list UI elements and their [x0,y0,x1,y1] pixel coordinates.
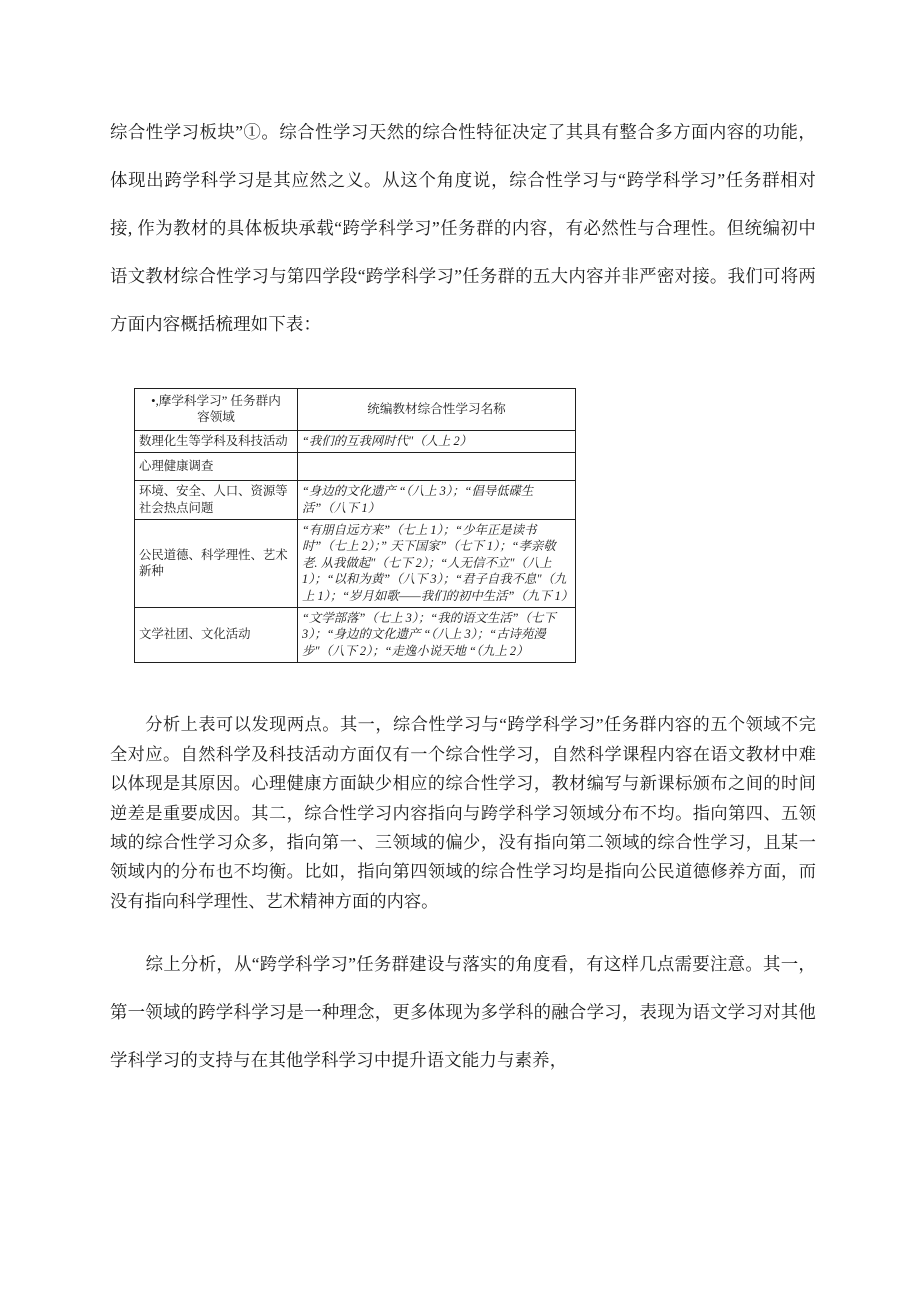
table-header-domain-line2: 容领域 [197,410,235,425]
paragraph-intro: 综合性学习板块”①。综合性学习天然的综合性特征决定了其具有整合多方面内容的功能，体现出跨学科学习是其应然之义。从这个角度说，综合性学习与“跨学科学习”任务群相对接, 作为教材的具体板块承载“跨学科学习”任务群的内容，有必然性与合理性。但统编初中语文教材综合性学习与第四学段“跨学科学习”任务群的五大内容并非严密对接。我们可将两方面内容概括梳理如下表： [110,122,816,334]
paragraph-conclusion: 综上分析，从“跨学科学习”任务群建设与落实的角度看，有这样几点需要注意。其一，第一领域的跨学科学习是一种理念，更多体现为多学科的融合学习，表现为语文学习对其他学科学习的支持与在其他学科学习中提升语文能力与素养， [110,954,816,1071]
table-container [134,388,816,663]
spacer-below-table [110,663,816,710]
table-cell-domain: 数理化生等学科及科技活动 [135,430,298,452]
table-row [135,520,576,608]
table-row [135,608,576,663]
crosscurricular-mapping-table [134,388,576,663]
table-body [135,430,576,662]
table-cell-domain: 公民道德、科学理性、艺术新种 [135,520,298,608]
table-cell-names: “我们的互我网时代"（人上 2） [298,430,576,452]
spacer-above-table [110,348,816,388]
table-head [135,389,576,431]
spacer-between-paragraphs [110,916,816,940]
table-cell-domain: 文学社团、文化活动 [135,608,298,663]
table-header-domain-line1: •,摩学科学习” 任务群内 [151,394,281,408]
table-cell-domain: 环境、安全、人口、资源等社会热点问题 [135,481,298,520]
table-cell-names: “文学部落”（七上 3）；“我的语文生活”（七下 3）；“身边的文化遗产 “（八上 3）；“古诗苑漫步"（八下 2）；“走逸小说天地 “（九上 2） [298,608,576,663]
table-cell-names: “有朋自远方来”（七上 1）；“少年正是读书时”（七上 2）；” 天下国家”（七下 1）；“孝亲敬老. 从我做起"（七下 2）；“人无信不立"（八上 1）；“以和为黄”（八下 3）；“君子自我不息"（九上 1）；“岁月如歌——我们的初中生活”（九下 1） [298,520,576,608]
page-content [110,108,816,1084]
paragraph-analysis: 分析上表可以发现两点。其一，综合性学习与“跨学科学习”任务群内容的五个领域不完全对应。自然科学及科技活动方面仅有一个综合性学习，自然科学课程内容在语文教材中难以体现是其原因。心理健康方面缺少相应的综合性学习，教材编写与新课标颁布之间的时间逆差是重要成因。其二，综合性学习内容指向与跨学科学习领域分布不均。指向第四、五领域的综合性学习众多，指向第一、三领域的偏少，没有指向第二领域的综合性学习，且某一领域内的分布也不均衡。比如，指向第四领域的综合性学习均是指向公民道德修养方面，而没有指向科学理性、艺术精神方面的内容。 [110,715,816,911]
table-cell-names: “身边的文化遗产 “（八上 3）；“倡导低碟生活”（八下 1） [298,481,576,520]
table-row [135,481,576,520]
table-header-row [135,389,576,431]
table-row [135,453,576,481]
table-cell-domain: 心理健康调查 [135,453,298,481]
table-cell-names [298,453,576,481]
table-header-names: 统编教材综合性学习名称 [298,389,576,431]
table-header-domain [135,389,298,431]
table-row [135,430,576,452]
